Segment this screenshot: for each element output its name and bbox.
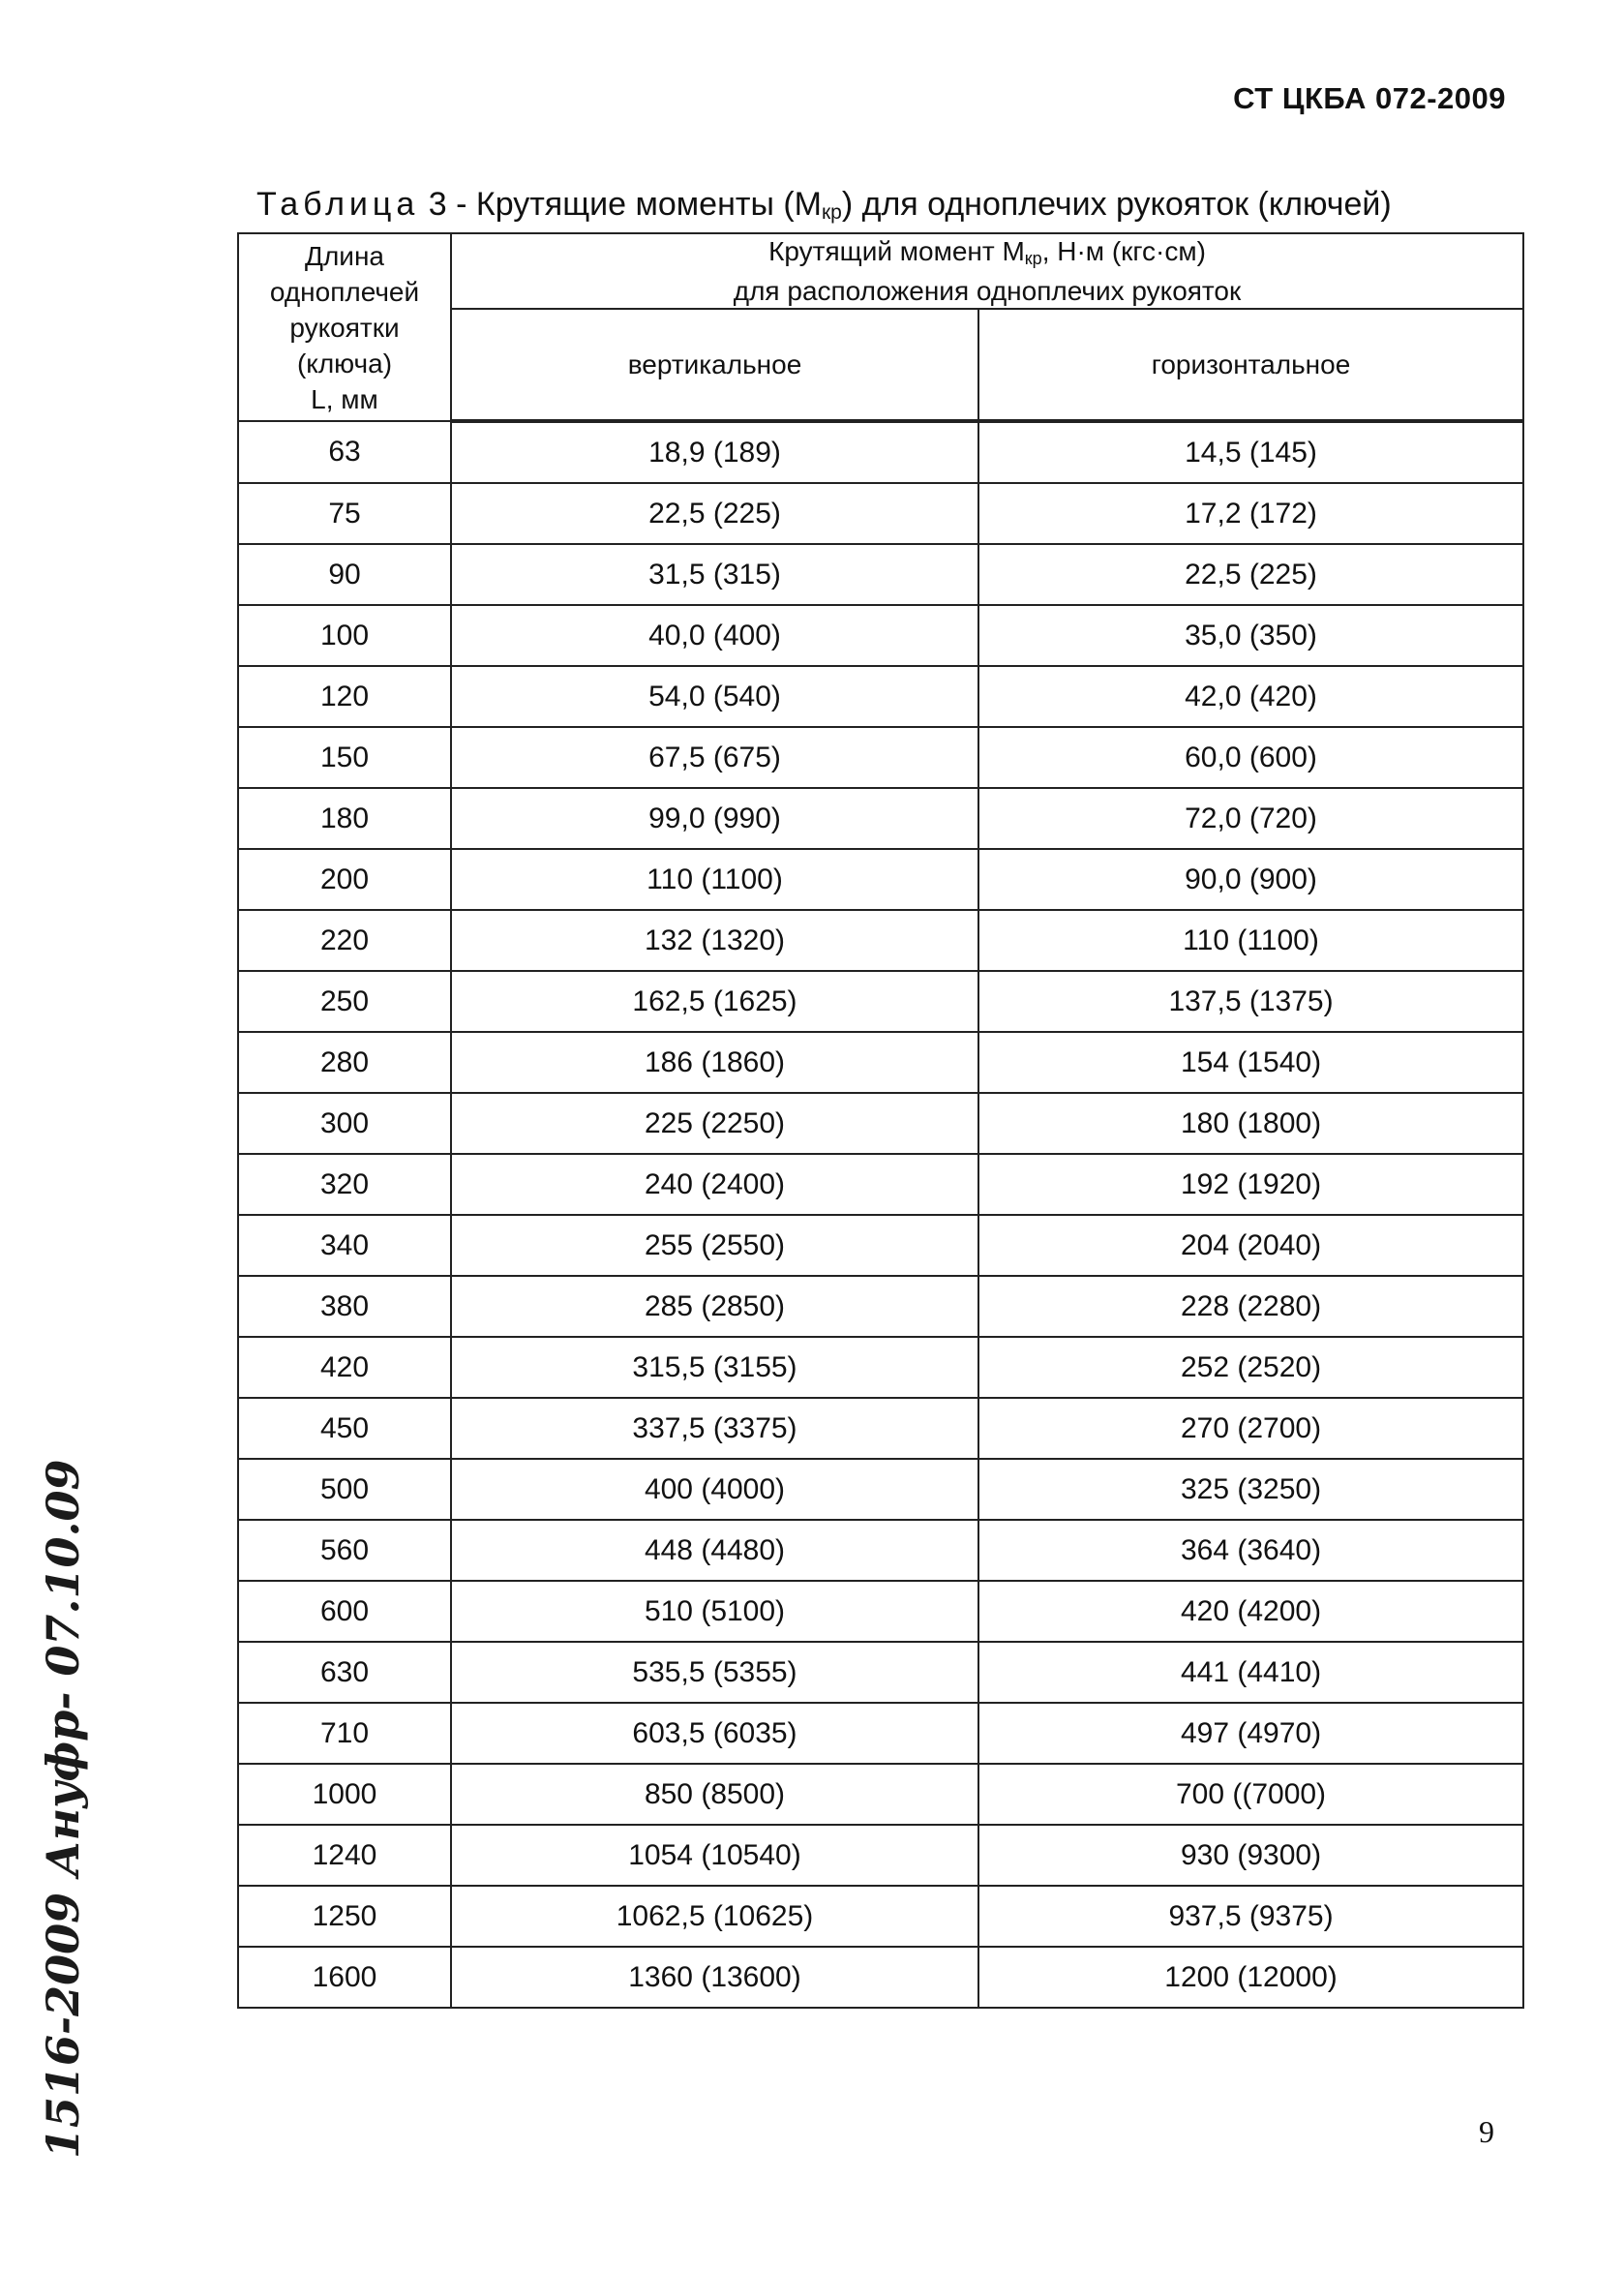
cell-length: 1250 <box>238 1886 451 1947</box>
cell-horizontal: 137,5 (1375) <box>978 971 1523 1032</box>
cell-horizontal: 42,0 (420) <box>978 666 1523 727</box>
header-torque-group <box>451 233 1523 309</box>
header-length-line: (ключа) <box>296 348 393 378</box>
cell-vertical: 1054 (10540) <box>451 1825 978 1886</box>
cell-length: 90 <box>238 544 451 605</box>
cell-horizontal: 1200 (12000) <box>978 1947 1523 2008</box>
cell-horizontal: 364 (3640) <box>978 1520 1523 1581</box>
cell-length: 1000 <box>238 1764 451 1825</box>
cell-vertical: 240 (2400) <box>451 1154 978 1215</box>
table-row <box>238 544 1523 605</box>
cell-length: 150 <box>238 727 451 788</box>
cell-horizontal: 252 (2520) <box>978 1337 1523 1398</box>
cell-length: 710 <box>238 1703 451 1764</box>
cell-horizontal: 930 (9300) <box>978 1825 1523 1886</box>
caption-text-end: ) для одноплечих рукояток (ключей) <box>841 186 1392 223</box>
cell-length: 500 <box>238 1459 451 1520</box>
table-row <box>238 1459 1523 1520</box>
cell-vertical: 400 (4000) <box>451 1459 978 1520</box>
cell-horizontal: 72,0 (720) <box>978 788 1523 849</box>
table-row <box>238 849 1523 910</box>
table-row <box>238 1764 1523 1825</box>
cell-vertical: 285 (2850) <box>451 1276 978 1337</box>
cell-vertical: 54,0 (540) <box>451 666 978 727</box>
cell-length: 320 <box>238 1154 451 1215</box>
cell-length: 120 <box>238 666 451 727</box>
table-row <box>238 1215 1523 1276</box>
cell-length: 280 <box>238 1032 451 1093</box>
cell-vertical: 603,5 (6035) <box>451 1703 978 1764</box>
cell-horizontal: 154 (1540) <box>978 1032 1523 1093</box>
cell-horizontal: 110 (1100) <box>978 910 1523 971</box>
header-horizontal: горизонтальное <box>978 309 1523 421</box>
cell-vertical: 67,5 (675) <box>451 727 978 788</box>
table-row <box>238 1581 1523 1642</box>
cell-horizontal: 180 (1800) <box>978 1093 1523 1154</box>
header-length-line: L, мм <box>311 383 378 414</box>
header-length <box>238 233 451 421</box>
header-length-line: рукоятки <box>289 312 400 343</box>
cell-vertical: 40,0 (400) <box>451 605 978 666</box>
table-row <box>238 1703 1523 1764</box>
table-row <box>238 1276 1523 1337</box>
cell-vertical: 1360 (13600) <box>451 1947 978 2008</box>
cell-length: 1600 <box>238 1947 451 2008</box>
cell-vertical: 110 (1100) <box>451 849 978 910</box>
cell-length: 630 <box>238 1642 451 1703</box>
table-row <box>238 788 1523 849</box>
cell-length: 300 <box>238 1093 451 1154</box>
cell-length: 63 <box>238 421 451 483</box>
header-torque-subscript: кр <box>1024 248 1042 268</box>
cell-vertical: 850 (8500) <box>451 1764 978 1825</box>
cell-vertical: 448 (4480) <box>451 1520 978 1581</box>
cell-length: 340 <box>238 1215 451 1276</box>
cell-length: 380 <box>238 1276 451 1337</box>
document-code: СТ ЦКБА 072-2009 <box>1233 81 1506 115</box>
table-row <box>238 910 1523 971</box>
cell-horizontal: 270 (2700) <box>978 1398 1523 1459</box>
table-row <box>238 1886 1523 1947</box>
table-row <box>238 421 1523 483</box>
cell-length: 420 <box>238 1337 451 1398</box>
cell-horizontal: 192 (1920) <box>978 1154 1523 1215</box>
cell-length: 450 <box>238 1398 451 1459</box>
cell-horizontal: 441 (4410) <box>978 1642 1523 1703</box>
cell-vertical: 22,5 (225) <box>451 483 978 544</box>
cell-vertical: 132 (1320) <box>451 910 978 971</box>
cell-horizontal: 14,5 (145) <box>978 421 1523 483</box>
table-row <box>238 1154 1523 1215</box>
table-row <box>238 1642 1523 1703</box>
cell-vertical: 225 (2250) <box>451 1093 978 1154</box>
cell-horizontal: 420 (4200) <box>978 1581 1523 1642</box>
cell-vertical: 31,5 (315) <box>451 544 978 605</box>
cell-vertical: 99,0 (990) <box>451 788 978 849</box>
cell-vertical: 535,5 (5355) <box>451 1642 978 1703</box>
header-torque-text: Крутящий момент М <box>768 235 1025 266</box>
cell-length: 250 <box>238 971 451 1032</box>
cell-length: 200 <box>238 849 451 910</box>
table-row <box>238 1825 1523 1886</box>
cell-vertical: 1062,5 (10625) <box>451 1886 978 1947</box>
cell-horizontal: 204 (2040) <box>978 1215 1523 1276</box>
table-caption <box>256 186 1392 225</box>
cell-horizontal: 228 (2280) <box>978 1276 1523 1337</box>
header-length-line: одноплечей <box>269 276 420 307</box>
table-row <box>238 1032 1523 1093</box>
cell-length: 180 <box>238 788 451 849</box>
table-row <box>238 1093 1523 1154</box>
header-torque-line2: для расположения одноплечих рукояток <box>733 275 1242 306</box>
table-row <box>238 1947 1523 2008</box>
cell-length: 100 <box>238 605 451 666</box>
handwritten-signature: 1516-2009 Ануфр- 07.10.09 <box>37 1459 89 2159</box>
torque-table <box>237 232 1524 2009</box>
cell-length: 560 <box>238 1520 451 1581</box>
table-row <box>238 1398 1523 1459</box>
caption-subscript: кр <box>821 201 842 224</box>
cell-vertical: 162,5 (1625) <box>451 971 978 1032</box>
header-torque-line1 <box>452 235 1522 275</box>
header-vertical: вертикальное <box>451 309 978 421</box>
cell-length: 600 <box>238 1581 451 1642</box>
header-length-line: Длина <box>305 240 384 271</box>
cell-horizontal: 937,5 (9375) <box>978 1886 1523 1947</box>
table-row <box>238 483 1523 544</box>
cell-horizontal: 90,0 (900) <box>978 849 1523 910</box>
caption-text: 3 - Крутящие моменты (М <box>428 186 822 223</box>
table-row <box>238 1520 1523 1581</box>
table-row <box>238 727 1523 788</box>
cell-horizontal: 497 (4970) <box>978 1703 1523 1764</box>
cell-length: 75 <box>238 483 451 544</box>
cell-vertical: 186 (1860) <box>451 1032 978 1093</box>
cell-vertical: 18,9 (189) <box>451 421 978 483</box>
cell-horizontal: 325 (3250) <box>978 1459 1523 1520</box>
cell-vertical: 315,5 (3155) <box>451 1337 978 1398</box>
table-row <box>238 971 1523 1032</box>
cell-vertical: 510 (5100) <box>451 1581 978 1642</box>
cell-length: 220 <box>238 910 451 971</box>
table-row <box>238 1337 1523 1398</box>
table-row <box>238 605 1523 666</box>
table-row <box>238 666 1523 727</box>
header-torque-units: , Н·м (кгс·см) <box>1041 235 1206 266</box>
cell-horizontal: 22,5 (225) <box>978 544 1523 605</box>
cell-vertical: 255 (2550) <box>451 1215 978 1276</box>
cell-vertical: 337,5 (3375) <box>451 1398 978 1459</box>
page-number: 9 <box>1479 2114 1494 2149</box>
cell-horizontal: 60,0 (600) <box>978 727 1523 788</box>
cell-horizontal: 35,0 (350) <box>978 605 1523 666</box>
cell-horizontal: 17,2 (172) <box>978 483 1523 544</box>
caption-label: Таблица <box>256 186 420 223</box>
cell-horizontal: 700 ((7000) <box>978 1764 1523 1825</box>
cell-length: 1240 <box>238 1825 451 1886</box>
